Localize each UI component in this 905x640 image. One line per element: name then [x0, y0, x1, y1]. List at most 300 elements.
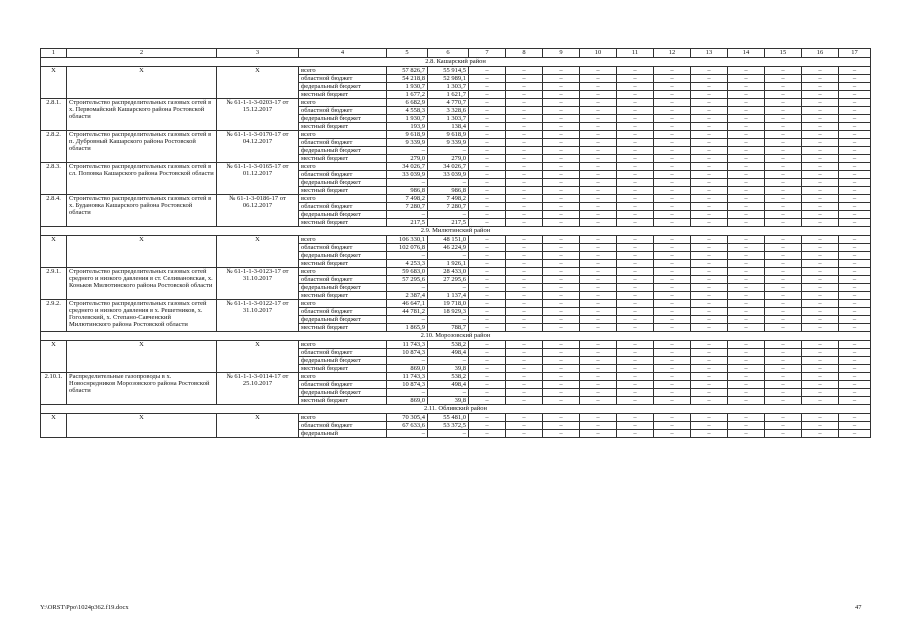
empty-value-dash: – [728, 276, 765, 284]
empty-value-dash: – [765, 155, 802, 163]
empty-value-dash: – [839, 203, 871, 211]
year-value: 39,8 [428, 365, 469, 373]
empty-value-dash: – [691, 324, 728, 332]
total-cost-value: – [387, 179, 428, 187]
empty-value-dash: – [654, 389, 691, 397]
empty-value-dash: – [617, 324, 654, 332]
empty-value-dash: – [506, 219, 543, 227]
empty-value-dash: – [543, 260, 580, 268]
total-cost-value: 59 683,0 [387, 268, 428, 276]
empty-value-dash: – [543, 91, 580, 99]
empty-value-dash: – [469, 236, 506, 244]
empty-value-dash: – [728, 341, 765, 349]
empty-value-dash: – [543, 341, 580, 349]
empty-value-dash: – [543, 389, 580, 397]
empty-value-dash: – [691, 171, 728, 179]
total-cost-value: 869,0 [387, 397, 428, 405]
total-cost-value: 1 930,7 [387, 115, 428, 123]
year-value: 3 328,6 [428, 107, 469, 115]
empty-value-dash: – [580, 83, 617, 91]
empty-value-dash: – [580, 389, 617, 397]
total-cost-value: 1 930,7 [387, 83, 428, 91]
empty-value-dash: – [802, 260, 839, 268]
empty-value-dash: – [839, 67, 871, 75]
empty-value-dash: – [469, 107, 506, 115]
funding-source-label: всего [299, 163, 387, 171]
empty-value-dash: – [728, 430, 765, 438]
empty-value-dash: – [654, 244, 691, 252]
object-name: Строительство распределительных газовых сетей в х. Первомайский Кашарского района Ростовской области [67, 99, 217, 131]
year-value: 27 295,6 [428, 276, 469, 284]
empty-value-dash: – [543, 67, 580, 75]
empty-value-dash: – [580, 268, 617, 276]
empty-value-dash: – [765, 67, 802, 75]
empty-value-dash: – [802, 244, 839, 252]
empty-value-dash: – [765, 99, 802, 107]
column-header: 7 [469, 49, 506, 58]
empty-value-dash: – [580, 99, 617, 107]
year-value: 1 303,7 [428, 115, 469, 123]
empty-value-dash: – [728, 203, 765, 211]
empty-value-dash: – [691, 219, 728, 227]
empty-value-dash: – [839, 373, 871, 381]
empty-value-dash: – [802, 422, 839, 430]
empty-value-dash: – [691, 284, 728, 292]
project-document: № 61-1-1-3-0203-17 от 15.12.2017 [217, 99, 299, 131]
project-document: № 61-1-1-3-0114-17 от 25.10.2017 [217, 373, 299, 405]
project-document: № 61-1-1-3-0122-17 от 31.10.2017 [217, 300, 299, 332]
empty-value-dash: – [543, 195, 580, 203]
year-value: 48 151,0 [428, 236, 469, 244]
empty-value-dash: – [543, 324, 580, 332]
project-document: № 61-1-1-3-0123-17 от 31.10.2017 [217, 268, 299, 300]
funding-source-label: областной бюджет [299, 171, 387, 179]
funding-source-label: областной бюджет [299, 349, 387, 357]
table-row [41, 414, 871, 422]
empty-value-dash: – [580, 260, 617, 268]
empty-value-dash: – [654, 381, 691, 389]
empty-value-dash: – [543, 99, 580, 107]
empty-value-dash: – [691, 430, 728, 438]
empty-value-dash: – [839, 316, 871, 324]
empty-value-dash: – [691, 300, 728, 308]
empty-value-dash: – [802, 187, 839, 195]
empty-value-dash: – [654, 67, 691, 75]
empty-value-dash: – [765, 195, 802, 203]
year-value: 538,2 [428, 341, 469, 349]
empty-value-dash: – [691, 292, 728, 300]
year-value: 28 433,0 [428, 268, 469, 276]
empty-value-dash: – [802, 219, 839, 227]
year-value: 55 481,0 [428, 414, 469, 422]
empty-value-dash: – [839, 292, 871, 300]
column-header: 11 [617, 49, 654, 58]
empty-value-dash: – [691, 211, 728, 219]
empty-value-dash: – [654, 414, 691, 422]
empty-value-dash: – [506, 75, 543, 83]
year-value: 46 224,9 [428, 244, 469, 252]
year-value: 1 303,7 [428, 83, 469, 91]
empty-value-dash: – [654, 268, 691, 276]
empty-value-dash: – [617, 260, 654, 268]
empty-value-dash: – [617, 99, 654, 107]
empty-value-dash: – [765, 187, 802, 195]
empty-value-dash: – [617, 365, 654, 373]
section-title: 2.9. Милютинский район [41, 227, 871, 236]
empty-value-dash: – [802, 397, 839, 405]
empty-value-dash: – [802, 365, 839, 373]
funding-source-label: областной бюджет [299, 203, 387, 211]
funding-source-label: областной бюджет [299, 139, 387, 147]
empty-value-dash: – [654, 357, 691, 365]
empty-value-dash: – [654, 308, 691, 316]
empty-value-dash: – [617, 308, 654, 316]
empty-value-dash: – [691, 365, 728, 373]
object-name: Строительство распределительных газовых сетей в х. Будановка Кашарского района Ростовской области [67, 195, 217, 227]
empty-value-dash: – [802, 300, 839, 308]
empty-value-dash: – [580, 107, 617, 115]
entry-number: 2.8.1. [41, 99, 67, 131]
entry-number: X [41, 414, 67, 438]
empty-value-dash: – [728, 211, 765, 219]
year-value: – [428, 179, 469, 187]
section-header-row [41, 405, 871, 414]
total-cost-value: 11 743,3 [387, 341, 428, 349]
empty-value-dash: – [506, 155, 543, 163]
empty-value-dash: – [543, 349, 580, 357]
empty-value-dash: – [580, 195, 617, 203]
empty-value-dash: – [728, 284, 765, 292]
empty-value-dash: – [580, 219, 617, 227]
empty-value-dash: – [765, 203, 802, 211]
empty-value-dash: – [469, 179, 506, 187]
empty-value-dash: – [543, 211, 580, 219]
empty-value-dash: – [506, 430, 543, 438]
project-document: X [217, 341, 299, 373]
year-value: – [428, 430, 469, 438]
table-row [41, 300, 871, 308]
empty-value-dash: – [469, 430, 506, 438]
empty-value-dash: – [691, 414, 728, 422]
empty-value-dash: – [691, 349, 728, 357]
table-row [41, 131, 871, 139]
empty-value-dash: – [765, 139, 802, 147]
funding-source-label: местный бюджет [299, 219, 387, 227]
year-value: 138,4 [428, 123, 469, 131]
empty-value-dash: – [543, 219, 580, 227]
empty-value-dash: – [543, 252, 580, 260]
year-value: 1 137,4 [428, 292, 469, 300]
empty-value-dash: – [506, 292, 543, 300]
entry-number: 2.9.1. [41, 268, 67, 300]
empty-value-dash: – [580, 284, 617, 292]
empty-value-dash: – [543, 244, 580, 252]
empty-value-dash: – [765, 252, 802, 260]
empty-value-dash: – [617, 131, 654, 139]
funding-source-label: федеральный бюджет [299, 211, 387, 219]
empty-value-dash: – [654, 397, 691, 405]
empty-value-dash: – [691, 357, 728, 365]
column-header: 1 [41, 49, 67, 58]
total-cost-value: 7 498,2 [387, 195, 428, 203]
empty-value-dash: – [691, 316, 728, 324]
year-value: 279,0 [428, 155, 469, 163]
empty-value-dash: – [728, 219, 765, 227]
empty-value-dash: – [580, 147, 617, 155]
empty-value-dash: – [469, 139, 506, 147]
funding-source-label: федеральный бюджет [299, 284, 387, 292]
empty-value-dash: – [469, 373, 506, 381]
empty-value-dash: – [802, 123, 839, 131]
year-value: – [428, 284, 469, 292]
table-row [41, 373, 871, 381]
empty-value-dash: – [728, 357, 765, 365]
empty-value-dash: – [728, 171, 765, 179]
empty-value-dash: – [839, 324, 871, 332]
empty-value-dash: – [654, 123, 691, 131]
funding-source-label: местный бюджет [299, 292, 387, 300]
empty-value-dash: – [543, 107, 580, 115]
total-cost-value: 44 781,2 [387, 308, 428, 316]
empty-value-dash: – [802, 268, 839, 276]
empty-value-dash: – [506, 341, 543, 349]
empty-value-dash: – [839, 414, 871, 422]
empty-value-dash: – [580, 300, 617, 308]
empty-value-dash: – [728, 373, 765, 381]
empty-value-dash: – [802, 203, 839, 211]
year-value: 1 621,7 [428, 91, 469, 99]
empty-value-dash: – [728, 179, 765, 187]
funding-source-label: всего [299, 195, 387, 203]
column-header: 8 [506, 49, 543, 58]
empty-value-dash: – [765, 292, 802, 300]
entry-number: 2.10.1. [41, 373, 67, 405]
empty-value-dash: – [802, 163, 839, 171]
empty-value-dash: – [506, 107, 543, 115]
empty-value-dash: – [506, 236, 543, 244]
empty-value-dash: – [765, 219, 802, 227]
empty-value-dash: – [617, 284, 654, 292]
empty-value-dash: – [469, 252, 506, 260]
empty-value-dash: – [617, 430, 654, 438]
empty-value-dash: – [802, 316, 839, 324]
year-value: 1 926,1 [428, 260, 469, 268]
empty-value-dash: – [617, 252, 654, 260]
section-header-row [41, 332, 871, 341]
empty-value-dash: – [506, 187, 543, 195]
empty-value-dash: – [469, 268, 506, 276]
funding-source-label: федеральный бюджет [299, 179, 387, 187]
empty-value-dash: – [691, 397, 728, 405]
empty-value-dash: – [728, 292, 765, 300]
empty-value-dash: – [802, 75, 839, 83]
empty-value-dash: – [617, 292, 654, 300]
empty-value-dash: – [839, 252, 871, 260]
empty-value-dash: – [543, 179, 580, 187]
funding-source-label: всего [299, 341, 387, 349]
empty-value-dash: – [654, 324, 691, 332]
empty-value-dash: – [654, 219, 691, 227]
empty-value-dash: – [654, 284, 691, 292]
empty-value-dash: – [765, 260, 802, 268]
empty-value-dash: – [654, 163, 691, 171]
empty-value-dash: – [728, 381, 765, 389]
empty-value-dash: – [765, 276, 802, 284]
empty-value-dash: – [765, 211, 802, 219]
empty-value-dash: – [469, 308, 506, 316]
total-cost-value: 10 874,3 [387, 381, 428, 389]
funding-source-label: всего [299, 268, 387, 276]
empty-value-dash: – [691, 236, 728, 244]
empty-value-dash: – [691, 341, 728, 349]
empty-value-dash: – [506, 276, 543, 284]
empty-value-dash: – [654, 422, 691, 430]
empty-value-dash: – [469, 414, 506, 422]
empty-value-dash: – [580, 171, 617, 179]
empty-value-dash: – [654, 203, 691, 211]
section-title: 2.10. Морозовский район [41, 332, 871, 341]
total-cost-value: 1 865,9 [387, 324, 428, 332]
empty-value-dash: – [839, 430, 871, 438]
table-row [41, 99, 871, 107]
empty-value-dash: – [580, 67, 617, 75]
empty-value-dash: – [543, 284, 580, 292]
empty-value-dash: – [691, 75, 728, 83]
empty-value-dash: – [802, 147, 839, 155]
empty-value-dash: – [802, 131, 839, 139]
empty-value-dash: – [543, 187, 580, 195]
column-header: 17 [839, 49, 871, 58]
empty-value-dash: – [839, 397, 871, 405]
empty-value-dash: – [543, 268, 580, 276]
object-name: X [67, 341, 217, 373]
funding-source-label: федеральный бюджет [299, 316, 387, 324]
empty-value-dash: – [580, 397, 617, 405]
funding-source-label: местный бюджет [299, 123, 387, 131]
empty-value-dash: – [728, 123, 765, 131]
footer-file-path: Y:\ORST\Ppo\1024p362.f19.docx [40, 604, 129, 611]
table-row [41, 341, 871, 349]
empty-value-dash: – [728, 115, 765, 123]
year-value: 19 718,0 [428, 300, 469, 308]
empty-value-dash: – [580, 131, 617, 139]
empty-value-dash: – [654, 292, 691, 300]
empty-value-dash: – [506, 365, 543, 373]
empty-value-dash: – [617, 357, 654, 365]
empty-value-dash: – [469, 211, 506, 219]
empty-value-dash: – [543, 123, 580, 131]
empty-value-dash: – [765, 300, 802, 308]
empty-value-dash: – [802, 155, 839, 163]
total-cost-value: 4 558,3 [387, 107, 428, 115]
empty-value-dash: – [506, 316, 543, 324]
empty-value-dash: – [691, 373, 728, 381]
empty-value-dash: – [691, 91, 728, 99]
empty-value-dash: – [839, 357, 871, 365]
empty-value-dash: – [802, 83, 839, 91]
column-number-header [41, 49, 871, 58]
empty-value-dash: – [617, 75, 654, 83]
total-cost-value: – [387, 284, 428, 292]
empty-value-dash: – [617, 381, 654, 389]
empty-value-dash: – [765, 147, 802, 155]
empty-value-dash: – [728, 236, 765, 244]
empty-value-dash: – [802, 107, 839, 115]
empty-value-dash: – [580, 357, 617, 365]
empty-value-dash: – [617, 123, 654, 131]
empty-value-dash: – [765, 179, 802, 187]
empty-value-dash: – [765, 163, 802, 171]
year-value: 18 929,3 [428, 308, 469, 316]
empty-value-dash: – [617, 203, 654, 211]
empty-value-dash: – [580, 308, 617, 316]
empty-value-dash: – [469, 155, 506, 163]
entry-number: 2.8.3. [41, 163, 67, 195]
empty-value-dash: – [506, 389, 543, 397]
empty-value-dash: – [654, 300, 691, 308]
empty-value-dash: – [728, 268, 765, 276]
empty-value-dash: – [654, 211, 691, 219]
year-value: 34 026,7 [428, 163, 469, 171]
project-document: X [217, 414, 299, 438]
total-cost-value: 67 633,6 [387, 422, 428, 430]
empty-value-dash: – [691, 67, 728, 75]
empty-value-dash: – [580, 414, 617, 422]
entry-number: X [41, 67, 67, 99]
empty-value-dash: – [839, 260, 871, 268]
column-header: 15 [765, 49, 802, 58]
project-document: X [217, 67, 299, 99]
total-cost-value: 9 618,9 [387, 131, 428, 139]
empty-value-dash: – [469, 99, 506, 107]
empty-value-dash: – [469, 195, 506, 203]
project-document: № 61-1-3-0186-17 от 06.12.2017 [217, 195, 299, 227]
total-cost-value: 33 039,9 [387, 171, 428, 179]
empty-value-dash: – [839, 75, 871, 83]
column-header: 5 [387, 49, 428, 58]
empty-value-dash: – [654, 252, 691, 260]
empty-value-dash: – [765, 422, 802, 430]
empty-value-dash: – [469, 75, 506, 83]
empty-value-dash: – [691, 244, 728, 252]
empty-value-dash: – [506, 373, 543, 381]
total-cost-value: 70 305,4 [387, 414, 428, 422]
empty-value-dash: – [765, 430, 802, 438]
total-cost-value: 7 280,7 [387, 203, 428, 211]
empty-value-dash: – [839, 300, 871, 308]
empty-value-dash: – [839, 187, 871, 195]
empty-value-dash: – [543, 300, 580, 308]
funding-source-label: федеральный бюджет [299, 389, 387, 397]
empty-value-dash: – [469, 115, 506, 123]
empty-value-dash: – [691, 163, 728, 171]
entry-number: X [41, 341, 67, 373]
empty-value-dash: – [580, 365, 617, 373]
funding-source-label: федеральный бюджет [299, 357, 387, 365]
empty-value-dash: – [543, 397, 580, 405]
funding-source-label: областной бюджет [299, 422, 387, 430]
empty-value-dash: – [765, 357, 802, 365]
empty-value-dash: – [654, 107, 691, 115]
total-cost-value: – [387, 316, 428, 324]
empty-value-dash: – [765, 244, 802, 252]
empty-value-dash: – [765, 91, 802, 99]
empty-value-dash: – [654, 236, 691, 244]
total-cost-value: – [387, 389, 428, 397]
column-header: 16 [802, 49, 839, 58]
empty-value-dash: – [839, 276, 871, 284]
empty-value-dash: – [543, 292, 580, 300]
